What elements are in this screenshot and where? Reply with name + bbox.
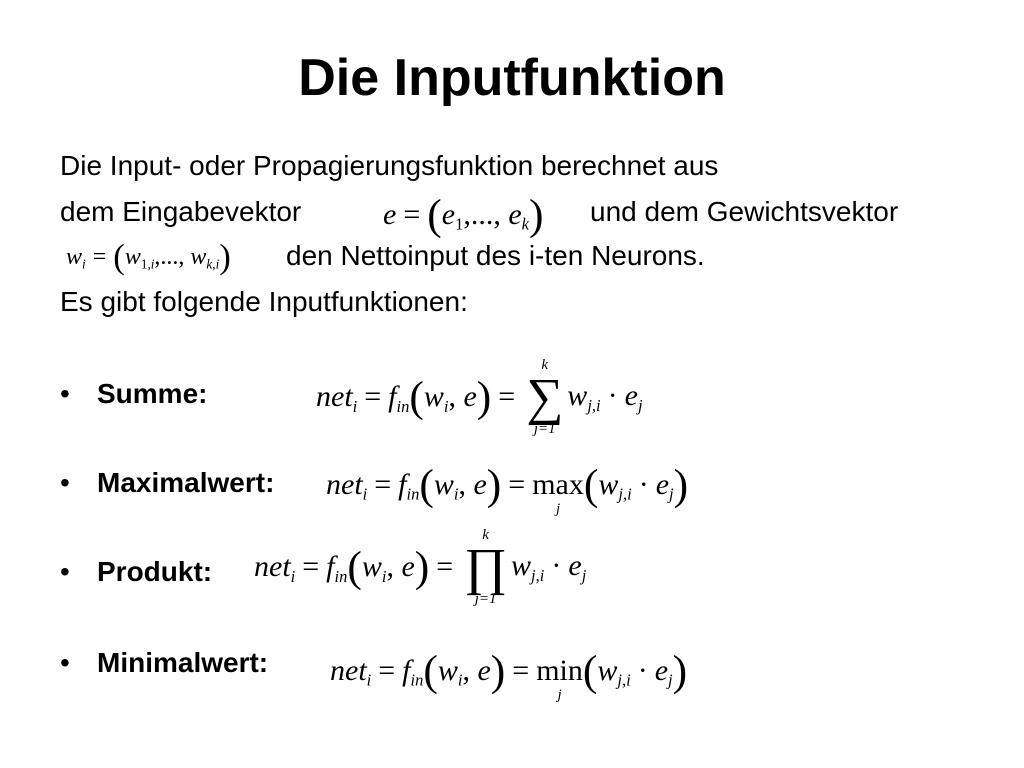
intro-line-4: Es gibt folgende Inputfunktionen: (60, 286, 468, 317)
product-operator: k ∏ j=1 (464, 527, 508, 608)
bullet-dot-summe: • (60, 378, 70, 409)
bullet-dot-produkt: • (60, 556, 70, 587)
min-operator: min j (536, 653, 583, 703)
bullet-label-produkt: Produkt: (97, 556, 213, 587)
formula-maximalwert: $net_i = f_{in}(w_i$, e) = max j $(w_{j,i} \cdot e_j)$ (326, 461, 689, 517)
bullet-label-maximalwert: Maximalwert: (97, 467, 275, 498)
input-vector-formula: $e = (e_1$,..., $e_k$) (383, 191, 544, 239)
bullet-label-minimalwert: Minimalwert: (97, 647, 269, 678)
intro-line-2a: dem Eingabevektor (60, 196, 302, 227)
slide-title: Die Inputfunktion (298, 49, 726, 107)
formula-minimalwert: $net_i = f_{in}(w_i$, e) = min j $(w_{j,i} \cdot e_j)$ (330, 647, 688, 703)
bullet-label-summe: Summe: (97, 378, 208, 409)
formula-summe: $net_i = f_{in}(w_i$, e) = k ∑ j=1 $w_{j,i} \cdot e_j$ (316, 357, 643, 438)
sum-operator: k ∑ j=1 (526, 357, 564, 438)
max-operator: max j (532, 467, 584, 517)
intro-line-2b: und dem Gewichtsvektor (590, 196, 899, 227)
bullet-dot-maximalwert: • (60, 467, 70, 498)
formula-produkt: $net_i = f_{in}(w_i$, e) = k ∏ j=1 $w_{j,i} \cdot e_j$ (254, 527, 587, 608)
bullet-dot-minimalwert: • (60, 647, 70, 678)
intro-line-3: den Nettoinput des i-ten Neurons. (286, 240, 705, 271)
weight-vector-formula: $w_i = (w_{1,i}$,..., $w_{k,i}$) (66, 237, 231, 276)
intro-line-1: Die Input- oder Propagierungsfunktion berechnet aus (60, 150, 719, 181)
